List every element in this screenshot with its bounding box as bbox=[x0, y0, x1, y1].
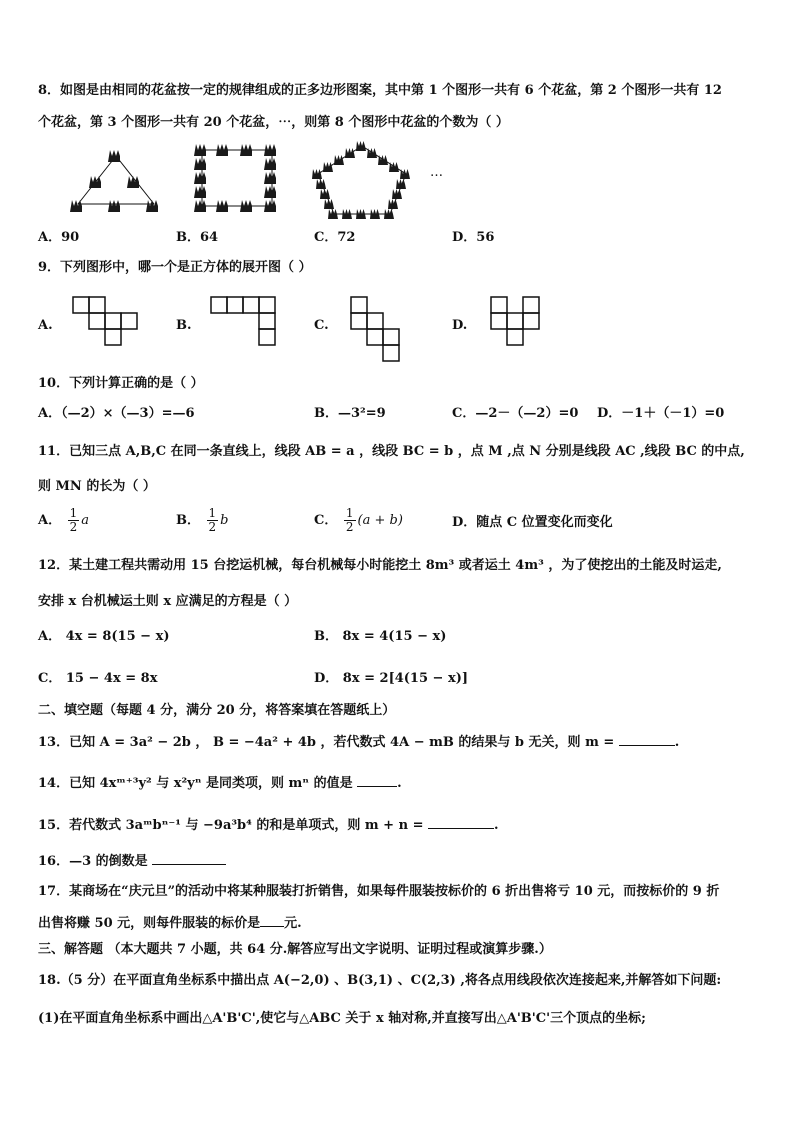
q11-option-a-fraction: $\frac{1}{2}$ bbox=[69, 506, 78, 534]
q12-line2: 安排 x 台机械运土则 x 应满足的方程是（ ） bbox=[38, 594, 298, 609]
flowerpot-icon bbox=[384, 209, 394, 219]
q13-line: 13．已知 A = 3a² − 2b ， B = −4a² + 4b ，若代数式 4A − mB 的结果与 b 无关，则 m = . bbox=[38, 735, 680, 750]
flowerpot-icon bbox=[323, 162, 333, 172]
q9-option-d[interactable]: D. bbox=[452, 318, 468, 333]
q10-option-d[interactable]: D．－1＋（－1）=0 bbox=[597, 406, 725, 421]
q12-line1: 12．某土建工程共需动用 15 台挖运机械，每台机械每小时能挖土 8m³ 或者运土 4m³ ，为了使挖出的土能及时运走, bbox=[38, 558, 722, 573]
q11-option-c-var: (a + b) bbox=[357, 513, 403, 528]
section-2-heading: 二、填空题（每题 4 分，满分 20 分，将答案填在答题纸上） bbox=[38, 703, 396, 718]
flowerpot-pentagon-figure bbox=[312, 140, 412, 220]
q8-ellipsis: … bbox=[430, 165, 443, 180]
section-3-heading: 三、解答题 （本大题共 7 小题，共 64 分.解答应写出文字说明、证明过程或演算步骤.） bbox=[38, 942, 552, 957]
flowerpot-icon bbox=[400, 169, 410, 179]
q9-stem: 9．下列图形中，哪一个是正方体的展开图（ ） bbox=[38, 260, 312, 275]
q17-unit: 元. bbox=[284, 916, 302, 931]
q12-option-b[interactable]: B． 8x = 4(15 − x) bbox=[314, 629, 447, 644]
q8-option-a[interactable]: A．90 bbox=[38, 230, 80, 245]
q9-option-a[interactable]: A. bbox=[38, 318, 53, 333]
q11-option-d[interactable]: D．随点 C 位置变化而变化 bbox=[452, 515, 613, 530]
q9-net-a-figure bbox=[72, 296, 138, 348]
q13-text: 13．已知 A = 3a² − 2b ， B = −4a² + 4b ，若代数式 4A − mB 的结果与 b 无关，则 m = bbox=[38, 735, 615, 750]
q11-option-c[interactable] bbox=[314, 507, 403, 534]
flowerpot-icon bbox=[396, 179, 406, 189]
q16-text: 16．—3 的倒数是 bbox=[38, 854, 148, 869]
q8-line2: 个花盆，第 3 个图形一共有 20 个花盆，⋯，则第 8 个图形中花盆的个数为（ ） bbox=[38, 115, 509, 130]
q11-option-a-var: a bbox=[81, 513, 90, 528]
flowerpot-icon bbox=[388, 199, 398, 209]
q14-text: 14．已知 4xᵐ⁺³y² 与 x²yⁿ 是同类项，则 mⁿ 的值是 bbox=[38, 776, 353, 791]
q11-option-c-label: C． bbox=[314, 513, 338, 528]
q9-option-b[interactable]: B. bbox=[176, 318, 192, 333]
q17-line2-text: 出售将赚 50 元，则每件服装的标价是 bbox=[38, 916, 261, 931]
q8-option-d[interactable]: D．56 bbox=[452, 230, 495, 245]
q10-option-b[interactable]: B．—3²=9 bbox=[314, 406, 386, 421]
q16-line bbox=[38, 853, 226, 871]
q15-answer-blank[interactable] bbox=[428, 828, 494, 829]
q11-option-b-fraction: $\frac{1}{2}$ bbox=[208, 506, 217, 534]
q17-line2 bbox=[38, 915, 302, 933]
q8-line1: 8．如图是由相同的花盆按一定的规律组成的正多边形图案，其中第 1 个图形一共有 6 个花盆，第 2 个图形一共有 12 bbox=[38, 83, 722, 98]
q18-line1: 18.（5 分）在平面直角坐标系中描出点 A(−2,0) 、B(3,1) 、C(2,3) ,将各点用线段依次连接起来,并解答如下问题: bbox=[38, 973, 722, 988]
q17-answer-blank[interactable] bbox=[260, 926, 284, 927]
q8-option-c[interactable]: C．72 bbox=[314, 230, 356, 245]
flowerpot-square-figure bbox=[192, 142, 282, 216]
q11-option-b-label: B． bbox=[176, 513, 200, 528]
flowerpot-icon bbox=[312, 169, 322, 179]
flowerpot-icon bbox=[378, 155, 388, 165]
flowerpot-icon bbox=[345, 148, 355, 158]
q9-net-c-figure bbox=[350, 296, 404, 362]
q9-net-b-figure bbox=[210, 296, 278, 358]
q11-option-a-label: A． bbox=[38, 513, 62, 528]
q15-line: 15．若代数式 3aᵐbⁿ⁻¹ 与 −9a³b⁴ 的和是单项式，则 m + n = . bbox=[38, 818, 499, 833]
flowerpot-icon bbox=[356, 141, 366, 151]
q12-option-d[interactable]: D． 8x = 2[4(15 − x)] bbox=[314, 671, 469, 686]
q14-answer-blank[interactable] bbox=[357, 786, 397, 787]
flowerpot-icon bbox=[367, 148, 377, 158]
q15-text: 15．若代数式 3aᵐbⁿ⁻¹ 与 −9a³b⁴ 的和是单项式，则 m + n = bbox=[38, 818, 424, 833]
flowerpot-icon bbox=[356, 209, 366, 219]
flowerpot-icon bbox=[392, 189, 402, 199]
q9-net-d-figure bbox=[490, 296, 544, 362]
flowerpot-icon bbox=[342, 209, 352, 219]
q17-line1: 17．某商场在“庆元旦”的活动中将某种服装打折销售，如果每件服装按标价的 6 折出售将亏 10 元，而按标价的 9 折 bbox=[38, 884, 720, 899]
flowerpot-triangle-figure bbox=[68, 148, 164, 214]
flowerpot-icon bbox=[370, 209, 380, 219]
q12-option-c[interactable]: C． 15 − 4x = 8x bbox=[38, 671, 158, 686]
q11-line1: 11．已知三点 A,B,C 在同一条直线上，线段 AB = a ，线段 BC = b ，点 M ,点 N 分别是线段 AC ,线段 BC 的中点, bbox=[38, 444, 745, 459]
q10-option-a[interactable]: A．（—2）×（—3）=—6 bbox=[38, 406, 195, 421]
q8-option-b[interactable]: B．64 bbox=[176, 230, 219, 245]
q10-stem: 10．下列计算正确的是（ ） bbox=[38, 376, 204, 391]
q14-line: 14．已知 4xᵐ⁺³y² 与 x²yⁿ 是同类项，则 mⁿ 的值是 . bbox=[38, 776, 402, 791]
q11-option-c-fraction: $\frac{1}{2}$ bbox=[345, 506, 354, 534]
q11-option-a[interactable] bbox=[38, 507, 89, 534]
q11-line2: 则 MN 的长为（ ） bbox=[38, 479, 156, 494]
flowerpot-icon bbox=[389, 162, 399, 172]
q11-option-b[interactable] bbox=[176, 507, 229, 534]
q13-answer-blank[interactable] bbox=[619, 745, 675, 746]
q10-option-c[interactable]: C．—2－（—2）=0 bbox=[452, 406, 579, 421]
flowerpot-icon bbox=[334, 155, 344, 165]
q9-option-c[interactable]: C. bbox=[314, 318, 329, 333]
q18-line2: (1)在平面直角坐标系中画出△A'B'C',使它与△ABC 关于 x 轴对称,并直接写出△A'B'C'三个顶点的坐标; bbox=[38, 1011, 646, 1026]
q16-answer-blank[interactable] bbox=[152, 864, 226, 865]
q11-option-b-var: b bbox=[220, 513, 229, 528]
q12-option-a[interactable]: A． 4x = 8(15 − x) bbox=[38, 629, 170, 644]
